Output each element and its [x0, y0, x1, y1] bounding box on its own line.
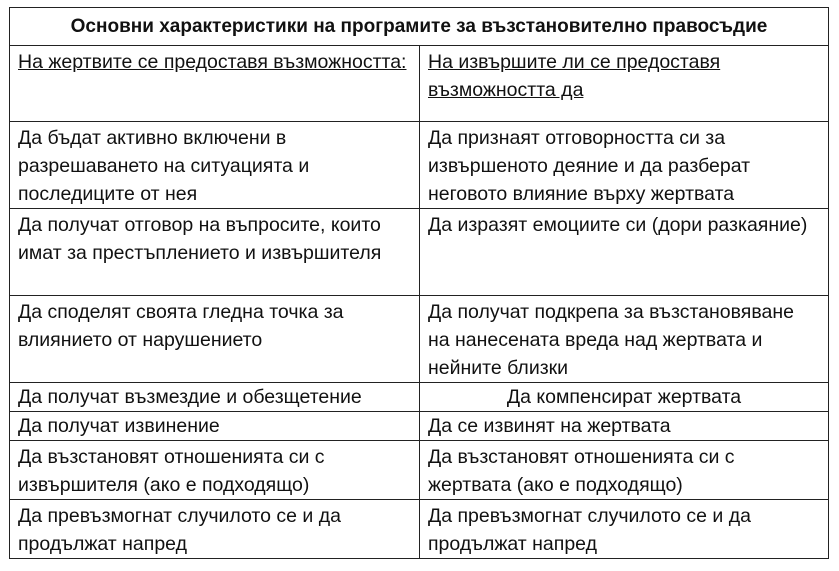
victim-cell: Да превъзмогнат случилото се и да продължат напред	[10, 500, 420, 559]
offender-cell: Да възстановят отношенията си с жертвата (ако е подходящо)	[420, 441, 829, 500]
characteristics-table-container	[9, 7, 828, 559]
table-row	[10, 412, 829, 441]
offender-cell: Да се извинят на жертвата	[420, 412, 829, 441]
table-row	[10, 500, 829, 559]
victim-cell: Да възстановят отношенията си с извършителя (ако е подходящо)	[10, 441, 420, 500]
offender-cell: Да получат подкрепа за възстановяване на нанесената вреда над жертвата и нейните близки	[420, 296, 829, 383]
table-title: Основни характеристики на програмите за възстановително правосъдие	[10, 8, 829, 46]
offender-cell: Да превъзмогнат случилото се и да продължат напред	[420, 500, 829, 559]
victim-cell: Да споделят своята гледна точка за влиянието от нарушението	[10, 296, 420, 383]
offender-cell: Да изразят емоциите си (дори разкаяние)	[420, 209, 829, 296]
table-row	[10, 441, 829, 500]
victim-cell: Да получат отговор на въпросите, които имат за престъплението и извършителя	[10, 209, 420, 296]
offender-cell: Да компенсират жертвата	[420, 383, 829, 412]
victims-column-header	[10, 46, 420, 122]
offenders-column-header	[420, 46, 829, 122]
column-header-row	[10, 46, 829, 122]
offender-cell: Да признаят отговорността си за извършеното деяние и да разберат неговото влияние върху жертвата	[420, 122, 829, 209]
offenders-header-text: На извършите ли се предоставя възможността да	[428, 51, 721, 101]
table-row	[10, 296, 829, 383]
table-row	[10, 383, 829, 412]
characteristics-table	[9, 7, 829, 559]
victim-cell: Да бъдат активно включени в разрешаването на ситуацията и последиците от нея	[10, 122, 420, 209]
table-row	[10, 122, 829, 209]
victim-cell: Да получат възмездие и обезщетение	[10, 383, 420, 412]
table-title-row	[10, 8, 829, 46]
table-row	[10, 209, 829, 296]
victim-cell: Да получат извинение	[10, 412, 420, 441]
victims-header-text: На жертвите се предоставя възможността:	[18, 51, 407, 73]
